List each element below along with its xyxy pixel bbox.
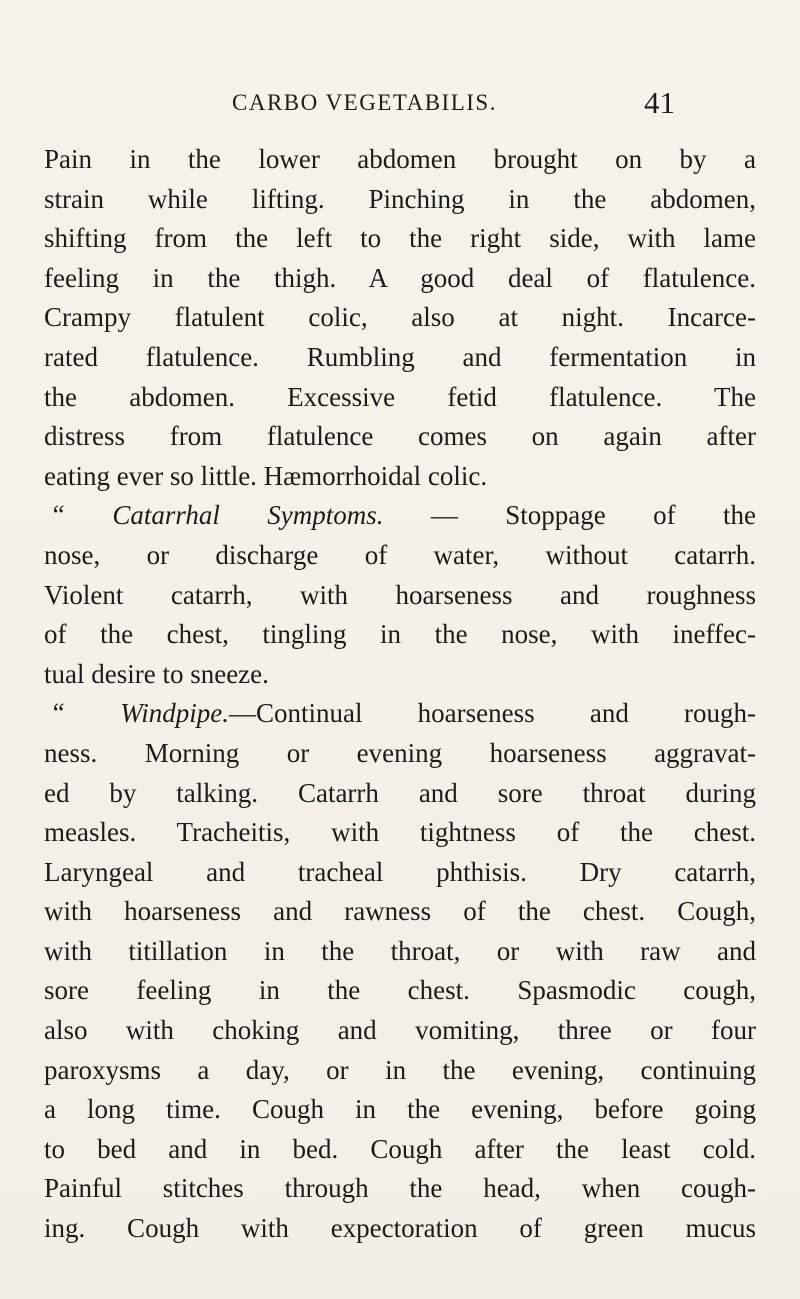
page-header	[0, 86, 800, 126]
section-heading-windpipe: “ Windpipe.	[50, 698, 229, 729]
text-line: with hoarseness and rawness of the chest. Cough,	[44, 896, 756, 927]
text-line: Crampy flatulent colic, also at night. Incarce-	[44, 302, 756, 333]
text-line: distress from flatulence comes on again after	[44, 421, 756, 452]
text-line: nose, or discharge of water, without catarrh.	[44, 539, 756, 570]
text-line: a long time. Cough in the evening, before going	[44, 1094, 756, 1125]
text-line: measles. Tracheitis, with tightness of the chest.	[44, 817, 756, 848]
text-line: strain while lifting. Pinching in the abdomen,	[44, 183, 756, 214]
text-line: shifting from the left to the right side, with lame	[44, 223, 756, 254]
text-line: paroxysms a day, or in the evening, continuing	[44, 1054, 756, 1085]
section-heading-line: “ Catarrhal Symptoms. — Stoppage of the	[50, 500, 756, 531]
text-line: tual desire to sneeze.	[44, 658, 269, 689]
text-line: feeling in the thigh. A good deal of flatulence.	[44, 262, 756, 293]
running-title: CARBO VEGETABILIS.	[232, 90, 497, 115]
text-line: Painful stitches through the head, when cough-	[44, 1173, 756, 1204]
page-number: 41	[644, 85, 675, 120]
text-line: sore feeling in the chest. Spasmodic cough,	[44, 975, 756, 1006]
text-line: also with choking and vomiting, three or four	[44, 1015, 756, 1046]
text-line: ed by talking. Catarrh and sore throat during	[44, 777, 756, 808]
text-line: of the chest, tingling in the nose, with ineffec-	[44, 619, 756, 650]
text-line: with titillation in the throat, or with raw and	[44, 935, 756, 966]
text-line: ness. Morning or evening hoarseness aggravat-	[44, 737, 756, 768]
text-line: rated flatulence. Rumbling and fermentation in	[44, 341, 756, 372]
section-heading-catarrhal-symptoms: “ Catarrhal Symptoms.	[50, 500, 384, 531]
text-line: eating ever so little. Hæmorrhoidal colic.	[44, 460, 488, 491]
text-line: the abdomen. Excessive fetid flatulence. The	[44, 381, 756, 412]
body-text	[44, 140, 756, 1249]
text-line: Pain in the lower abdomen brought on by a	[44, 144, 756, 174]
text-line: Violent catarrh, with hoarseness and roughness	[44, 579, 756, 610]
text-line: Laryngeal and tracheal phthisis. Dry catarrh,	[44, 856, 756, 887]
text-line: ing. Cough with expectoration of green mucus	[44, 1213, 756, 1244]
text-line: to bed and in bed. Cough after the least cold.	[44, 1133, 756, 1164]
section-heading-line: “ Windpipe.—Continual hoarseness and rough-	[50, 698, 756, 729]
